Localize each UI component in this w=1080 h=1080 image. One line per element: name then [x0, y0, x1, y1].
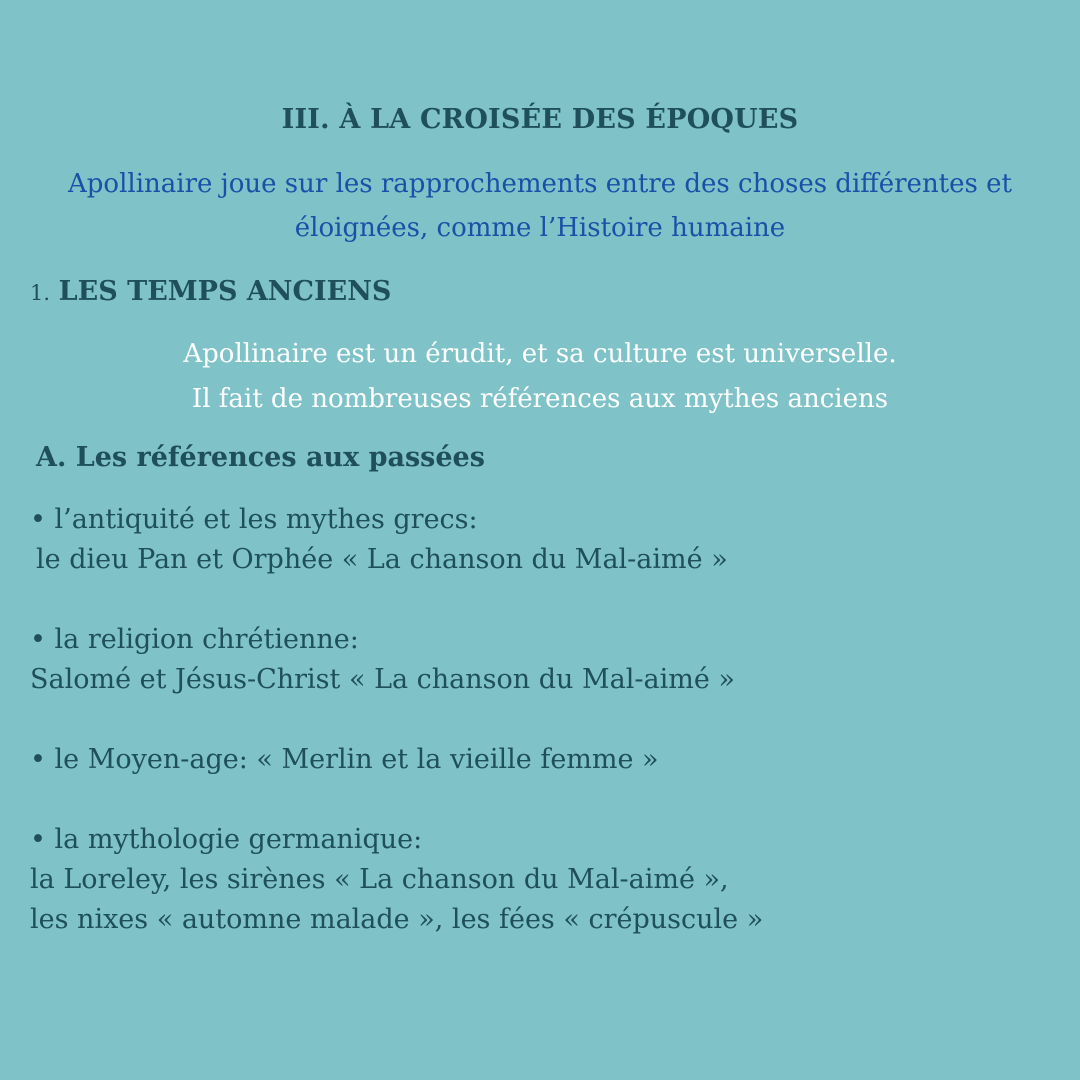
list-item-heading: • la mythologie germanique:: [30, 824, 423, 855]
list-item: [30, 740, 1030, 780]
intro-line-1: Apollinaire joue sur les rapprochements entre des choses différentes et: [68, 169, 1012, 199]
list-item: [30, 620, 1030, 700]
section-number: 1.: [30, 281, 51, 305]
list-item-detail: le dieu Pan et Orphée « La chanson du Mal-aimé »: [36, 544, 728, 575]
reference-list: [30, 500, 1030, 940]
intro-line-2: éloignées, comme l’Histoire humaine: [294, 213, 786, 243]
list-item: [30, 820, 1030, 940]
page-title: III. À LA CROISÉE DES ÉPOQUES: [281, 104, 799, 135]
intro-text: [30, 162, 1050, 250]
subsection-heading: A. Les références aux passées: [36, 442, 485, 473]
list-item-heading: • la religion chrétienne:: [30, 624, 359, 655]
list-item-detail: la Loreley, les sirènes « La chanson du Mal-aimé »,: [30, 864, 729, 895]
list-item-heading: • le Moyen-age: « Merlin et la vieille femme »: [30, 744, 659, 775]
list-item: [30, 500, 1030, 580]
lead-line-1: Apollinaire est un érudit, et sa culture est universelle.: [183, 339, 897, 369]
list-item-detail: Salomé et Jésus-Christ « La chanson du Mal-aimé »: [30, 664, 735, 695]
lead-line-2: Il fait de nombreuses références aux mythes anciens: [191, 384, 889, 414]
list-item-heading: • l’antiquité et les mythes grecs:: [30, 504, 478, 535]
list-item-detail: les nixes « automne malade », les fées « crépuscule »: [30, 904, 764, 935]
lead-text: [0, 332, 1080, 422]
section-heading: [30, 276, 391, 307]
section-label: LES TEMPS ANCIENS: [58, 276, 392, 307]
